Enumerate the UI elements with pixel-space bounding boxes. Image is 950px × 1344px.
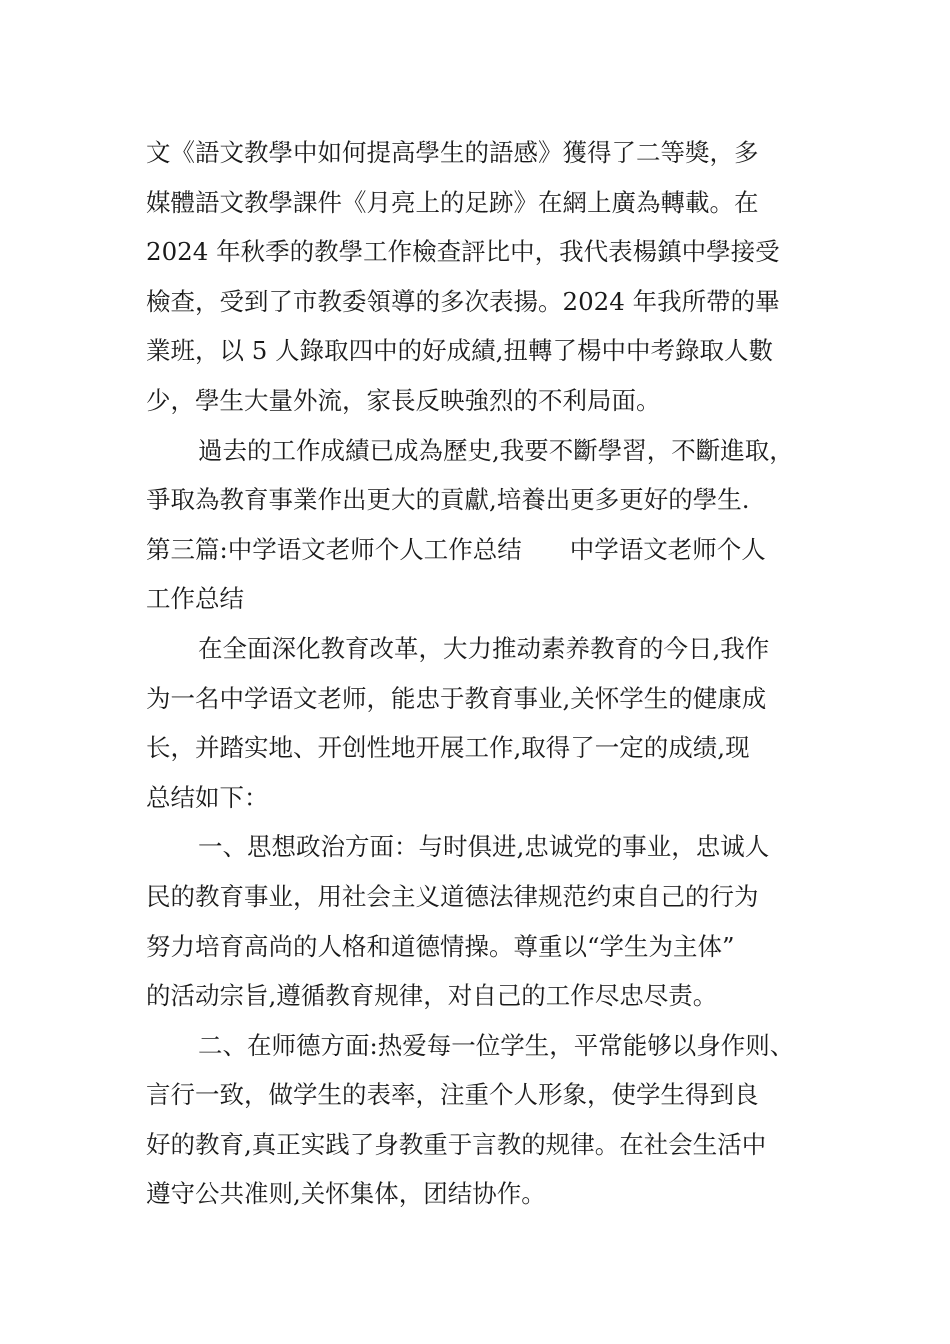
paragraph-intro [146, 624, 826, 822]
paragraph-awards [146, 128, 826, 426]
paragraph-ethics [146, 1021, 826, 1219]
text-line: 檢查，受到了市教委領導的多次表揚。2024 年我所帶的畢 [146, 286, 780, 316]
text-line: 遵守公共准则,关怀集体，团结协作。 [146, 1179, 546, 1209]
text-line: 一、思想政治方面：与时俱进,忠诚党的事业，忠诚人 [198, 832, 770, 862]
section-heading [146, 525, 826, 624]
section-title-part2: 工作总结 [146, 584, 244, 614]
text-line: 的活动宗旨,遵循教育规律，对自己的工作尽忠尽责。 [146, 981, 718, 1011]
section-title-part1: 中学语文老师个人 [569, 534, 766, 564]
section-label: 第三篇:中学语文老师个人工作总结 [146, 534, 522, 564]
paragraph-closing [146, 426, 826, 525]
text-line: 2024 年秋季的教學工作檢查評比中，我代表楊鎮中學接受 [146, 237, 780, 267]
section-heading-line [146, 525, 826, 575]
text-line: 民的教育事业，用社会主义道德法律规范约束自己的行为 [146, 881, 759, 911]
text-line: 言行一致，做学生的表率，注重个人形象，使学生得到良 [146, 1080, 759, 1110]
text-line: 为一名中学语文老师，能忠于教育事业,关怀学生的健康成 [146, 683, 767, 713]
text-line: 长，并踏实地、开创性地开展工作,取得了一定的成绩,现 [146, 733, 750, 763]
text-line: 好的教育,真正实践了身教重于言教的规律。在社会生活中 [146, 1129, 767, 1159]
text-line: 過去的工作成績已成為歷史,我要不斷學習，不斷進取， [198, 435, 794, 465]
text-line: 总结如下： [146, 782, 269, 812]
paragraph-politics [146, 822, 826, 1020]
document-body [146, 128, 826, 1219]
text-line: 二、在师德方面:热爱每一位学生，平常能够以身作则、 [198, 1030, 795, 1060]
text-line: 少，學生大量外流，家長反映強烈的不利局面。 [146, 385, 661, 415]
text-line: 努力培育高尚的人格和道德情操。尊重以“学生为主体” [146, 931, 735, 961]
text-line: 文《語文教學中如何提高學生的語感》獲得了二等獎，多 [146, 138, 759, 167]
text-line: 業班，以 5 人錄取四中的好成績,扭轉了楊中中考錄取人數 [146, 336, 773, 366]
text-line: 媒體語文教學課件《月亮上的足跡》在網上廣為轉載。在 [146, 187, 759, 217]
text-line: 在全面深化教育改革，大力推动素养教育的今日,我作 [198, 633, 770, 663]
text-line: 爭取為教育事業作出更大的貢獻,培養出更多更好的學生. [146, 485, 750, 515]
